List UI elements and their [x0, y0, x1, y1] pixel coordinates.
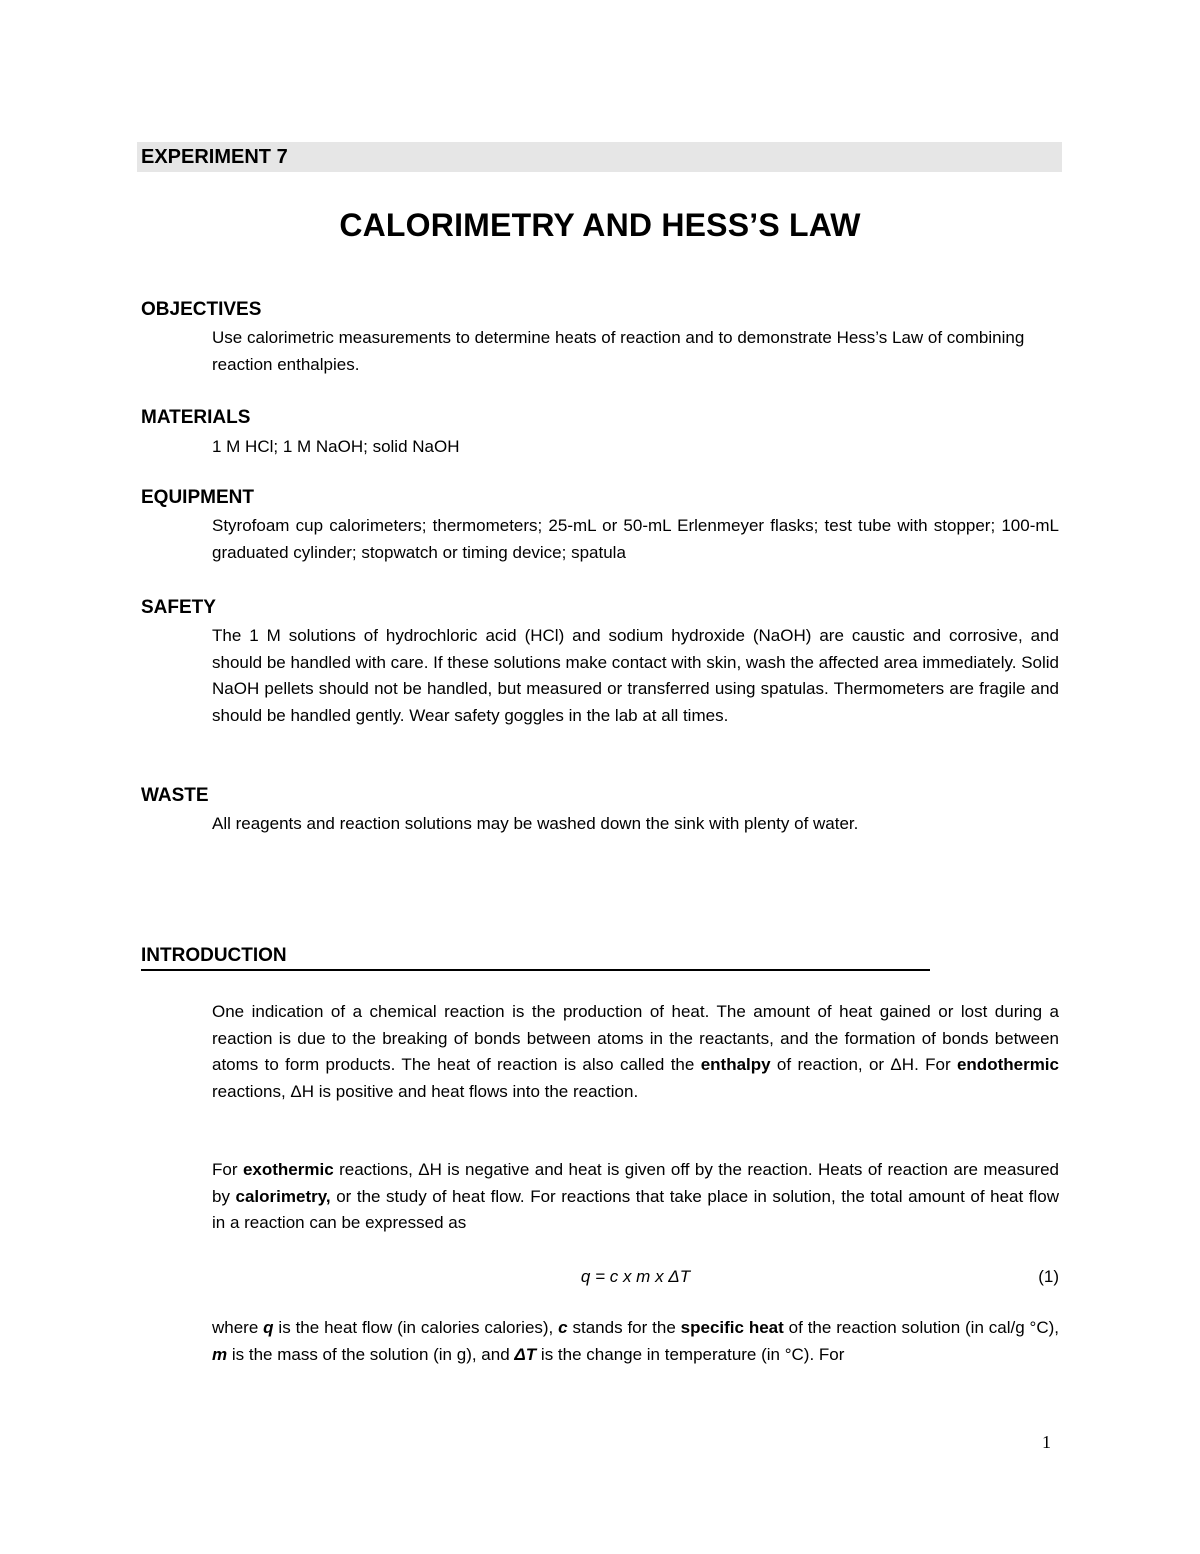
equation-formula: q = c x m x ΔT [580, 1267, 691, 1286]
materials-heading: MATERIALS [141, 407, 251, 428]
intro-paragraph-1: One indication of a chemical reaction is the production of heat. The amount of heat gained or lost during a reaction is due to the breaking of bonds between atoms in the reactants, and the formation of bonds between atoms to form products. The heat of reaction is also called the enthalpy of reaction, or ΔH. For endothermic reactions, ΔH is positive and heat flows into the reaction. [212, 1002, 1059, 1101]
term-endothermic: endothermic [956, 1055, 1059, 1074]
symbol-m: m [212, 1344, 228, 1364]
intro-paragraph-3: where q is the heat flow (in calories calories), c stands for the specific heat of the reaction solution (in cal/g °C), m is the mass of the solution (in g), and ΔT is the change in temperature (in °C). For [212, 1318, 1059, 1364]
materials-text: 1 M HCl; 1 M NaOH; solid NaOH [212, 437, 460, 456]
intro-paragraph-2: For exothermic reactions, ΔH is negative and heat is given off by the reaction. Heats of reaction are measured by calorimetry, or the study of heat flow. For reactions that take place in solution, the total amount of heat flow in a reaction can be expressed as [212, 1160, 1059, 1232]
objectives-heading: OBJECTIVES [141, 299, 262, 320]
page-title: CALORIMETRY AND HESS’S LAW [339, 207, 861, 243]
safety-heading: SAFETY [141, 597, 216, 618]
equipment-text: Styrofoam cup calorimeters; thermometers; 25-mL or 50-mL Erlenmeyer flasks; test tube with stopper; 100-mL graduated cylinder; stopwatch or timing device; spatula [212, 516, 1059, 562]
experiment-label: EXPERIMENT 7 [141, 146, 288, 168]
symbol-c: c [558, 1318, 568, 1337]
equipment-heading: EQUIPMENT [141, 487, 254, 508]
safety-text: The 1 M solutions of hydrochloric acid (HCl) and sodium hydroxide (NaOH) are caustic and corrosive, and should be handled with care. If these solutions make contact with skin, wash the affected area immediately. Solid NaOH pellets should not be handled, but measured or transferred using spatulas. Thermometers are fragile and should be handled gently. Wear safety goggles in the lab at all times. [212, 626, 1060, 725]
introduction-heading: INTRODUCTION [141, 944, 930, 971]
waste-text: All reagents and reaction solutions may be washed down the sink with plenty of water. [212, 814, 859, 833]
equation-1 [212, 1264, 1059, 1290]
page-number: 1 [1042, 1432, 1051, 1452]
equation-number: (1) [1038, 1267, 1059, 1286]
symbol-delta-t: ΔT [514, 1344, 537, 1364]
term-specific-heat: specific heat [680, 1318, 784, 1337]
symbol-q: q [263, 1318, 274, 1337]
objectives-text: Use calorimetric measurements to determine heats of reaction and to demonstrate Hess’s Law of combining reaction enthalpies. [212, 328, 1025, 374]
term-calorimetry: calorimetry, [235, 1186, 331, 1206]
waste-heading: WASTE [141, 785, 209, 806]
term-enthalpy: enthalpy [700, 1055, 771, 1074]
term-exothermic: exothermic [242, 1160, 334, 1179]
